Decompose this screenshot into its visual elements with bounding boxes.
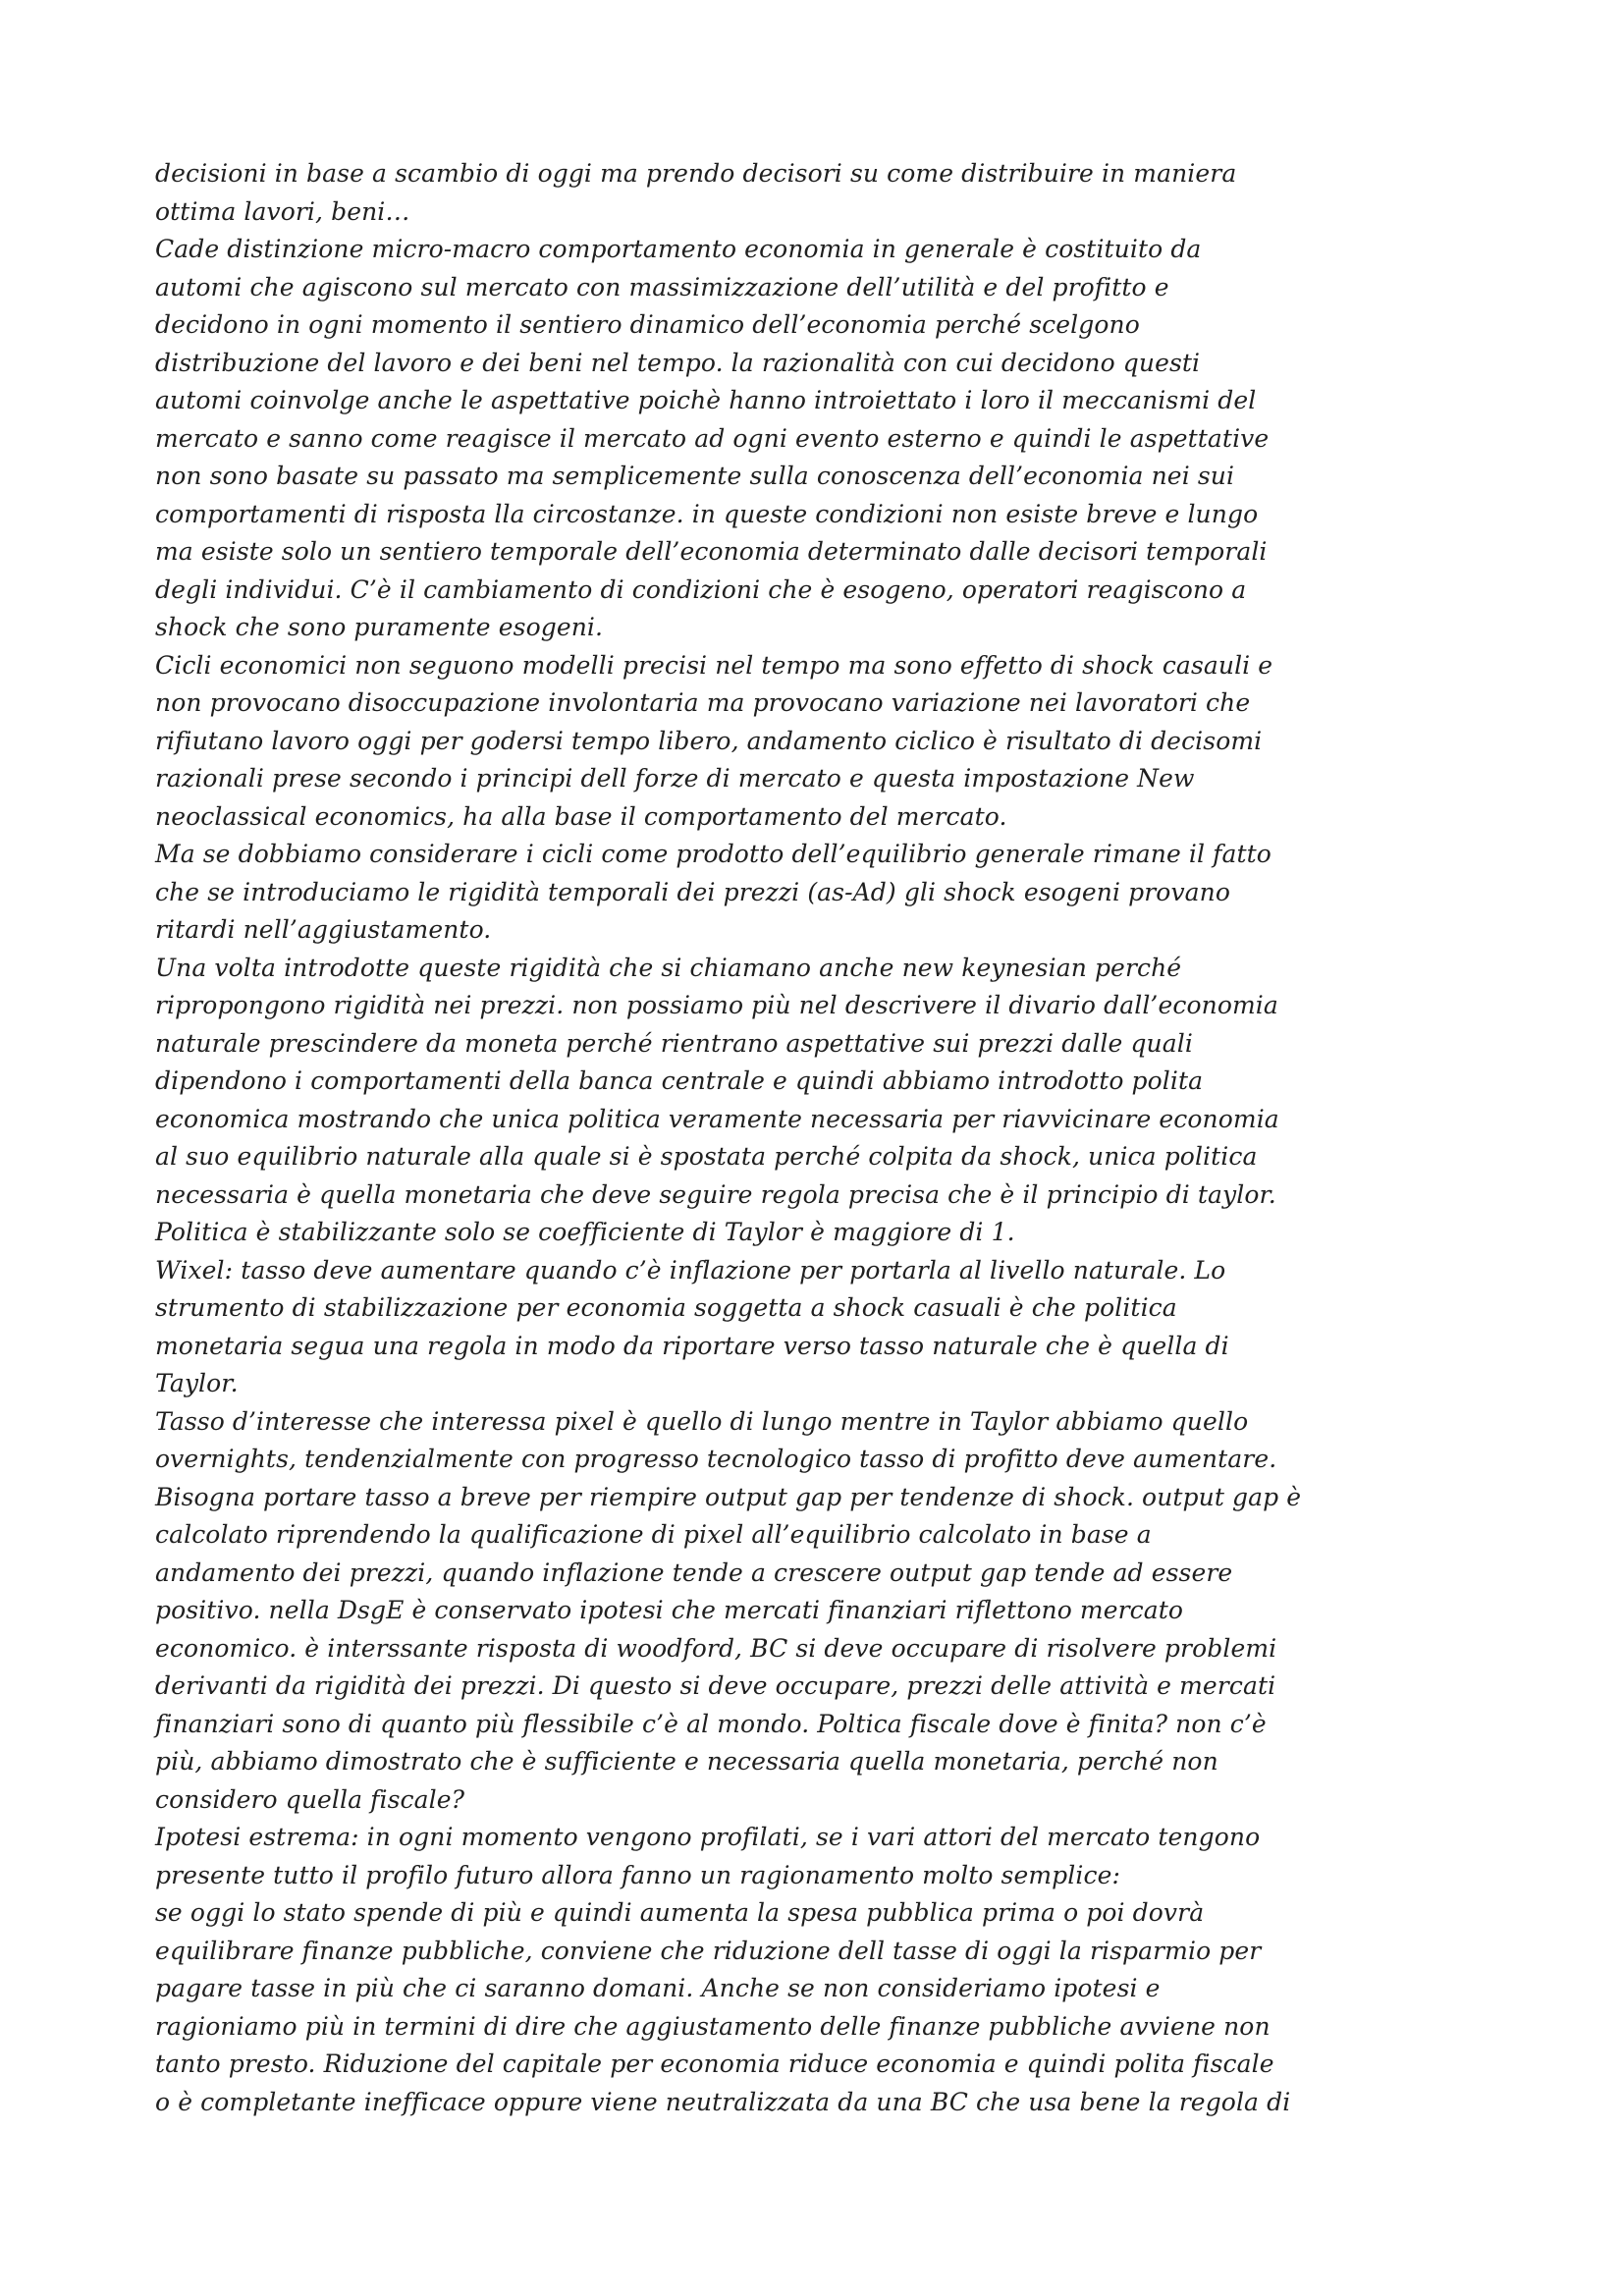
text-line: pagare tasse in più che ci saranno domani. Anche se non consideriamo ipotesi e xyxy=(155,1974,1161,2002)
text-line: economico. è interssante risposta di woodford, BC si deve occupare di risolvere problemi xyxy=(155,1633,1277,1663)
text-line: o è completante inefficace oppure viene neutralizzata da una BC che usa bene la regola di xyxy=(155,2087,1291,2116)
text-line: decidono in ogni momento il sentiero dinamico dell’economia perché scelgono xyxy=(155,310,1140,339)
text-line: monetaria segua una regola in modo da riportare verso tasso naturale che è quella di xyxy=(155,1331,1229,1360)
text-line: ottima lavori, beni… xyxy=(155,196,410,226)
text-line: al suo equilibrio naturale alla quale si è spostata perché colpita da shock, unica politica xyxy=(155,1142,1258,1171)
text-line: rifiutano lavoro oggi per godersi tempo libero, andamento ciclico è risultato di decisomi xyxy=(155,726,1263,755)
text-line: Politica è stabilizzante solo se coefficiente di Taylor è maggiore di 1. xyxy=(155,1218,1015,1246)
text-line: equilibrare finanze pubbliche, conviene che riduzione dell tasse di oggi la risparmio per xyxy=(155,1936,1262,1965)
text-line: calcolato riprendendo la qualificazione di pixel all’equilibrio calcolato in base a xyxy=(155,1520,1152,1549)
text-line: comportamenti di risposta lla circostanze. in queste condizioni non esiste breve e lungo xyxy=(155,499,1259,528)
text-line: economica mostrando che unica politica veramente necessaria per riavvicinare economia xyxy=(155,1104,1279,1133)
text-line: decisioni in base a scambio di oggi ma prendo decisori su come distribuire in maniera xyxy=(155,159,1237,188)
text-line: automi coinvolge anche le aspettative poichè hanno introiettato i loro il meccanismi del xyxy=(155,386,1257,414)
text-line: dipendono i comportamenti della banca centrale e quindi abbiamo introdotto polita xyxy=(155,1066,1204,1095)
text-line: più, abbiamo dimostrato che è sufficiente e necessaria quella monetaria, perché non xyxy=(155,1747,1218,1776)
text-line: overnights, tendenzialmente con progresso tecnologico tasso di profitto deve aumentare. xyxy=(155,1445,1277,1473)
text-line: derivanti da rigidità dei prezzi. Di questo si deve occupare, prezzi delle attività e mercati xyxy=(155,1671,1276,1700)
handwritten-notes-body xyxy=(155,155,1500,2121)
text-line: naturale prescindere da moneta perché rientrano aspettative sui prezzi dalle quali xyxy=(155,1028,1193,1058)
text-line: Ipotesi estrema: in ogni momento vengono profilati, se i vari attori del mercato tengono xyxy=(155,1823,1261,1851)
text-line: shock che sono puramente esogeni. xyxy=(155,613,604,641)
text-line: finanziari sono di quanto più flessibile c’è al mondo. Poltica fiscale dove è finita? non c’è xyxy=(155,1709,1267,1738)
text-line: Taylor. xyxy=(155,1369,239,1397)
text-line: distribuzione del lavoro e dei beni nel tempo. la razionalità con cui decidono questi xyxy=(155,348,1201,377)
text-line: non provocano disoccupazione involontaria ma provocano variazione nei lavoratori che xyxy=(155,688,1251,717)
text-line: neoclassical economics, ha alla base il comportamento del mercato. xyxy=(155,801,1007,831)
text-line: mercato e sanno come reagisce il mercato ad ogni evento esterno e quindi le aspettative xyxy=(155,423,1270,453)
text-line: strumento di stabilizzazione per economia soggetta a shock casuali è che politica xyxy=(155,1293,1177,1322)
text-line: Ma se dobbiamo considerare i cicli come prodotto dell’equilibrio generale rimane il fatto xyxy=(155,840,1271,868)
text-line: razionali prese secondo i principi dell forze di mercato e questa impostazione New xyxy=(155,764,1195,793)
text-line: ripropongono rigidità nei prezzi. non possiamo più nel descrivere il divario dall’economia xyxy=(155,991,1278,1019)
text-line: Cicli economici non seguono modelli precisi nel tempo ma sono effetto di shock casauli e xyxy=(155,650,1273,680)
text-line: Cade distinzione micro-macro comportamento economia in generale è costituito da xyxy=(155,235,1202,263)
text-line: Una volta introdotte queste rigidità che si chiamano anche new keynesian perché xyxy=(155,953,1182,982)
text-line: che se introduciamo le rigidità temporali dei prezzi (as-Ad) gli shock esogeni provano xyxy=(155,877,1231,906)
text-line: Bisogna portare tasso a breve per riempire output gap per tendenze di shock. output gap è xyxy=(155,1482,1302,1511)
text-line: ma esiste solo un sentiero temporale dell’economia determinato dalle decisori temporali xyxy=(155,537,1268,566)
text-line: non sono basate su passato ma semplicemente sulla conoscenza dell’economia nei sui xyxy=(155,462,1235,490)
text-line: Wixel: tasso deve aumentare quando c’è inflazione per portarla al livello naturale. Lo xyxy=(155,1255,1226,1285)
text-line: ritardi nell’aggiustamento. xyxy=(155,915,492,944)
text-line: ragioniamo più in termini di dire che aggiustamento delle finanze pubbliche avviene non xyxy=(155,2011,1271,2041)
text-line: degli individui. C’è il cambiamento di condizioni che è esogeno, operatori reagiscono a xyxy=(155,574,1247,604)
text-line: necessaria è quella monetaria che deve seguire regola precisa che è il principio di taylor. xyxy=(155,1179,1276,1209)
text-line: tanto presto. Riduzione del capitale per economia riduce economia e quindi polita fiscale xyxy=(155,2050,1274,2078)
text-line: se oggi lo stato spende di più e quindi aumenta la spesa pubblica prima o poi dovrà xyxy=(155,1898,1205,1927)
text-line: positivo. nella DsgE è conservato ipotesi che mercati finanziari riflettono mercato xyxy=(155,1596,1184,1624)
text-line: presente tutto il profilo futuro allora fanno un ragionamento molto semplice: xyxy=(155,1860,1120,1889)
text-line: considero quella fiscale? xyxy=(155,1784,465,1814)
text-line: automi che agiscono sul mercato con massimizzazione dell’utilità e del profitto e xyxy=(155,272,1169,301)
text-line: Tasso d’interesse che interessa pixel è quello di lungo mentre in Taylor abbiamo quello xyxy=(155,1406,1249,1436)
text-line: andamento dei prezzi, quando inflazione tende a crescere output gap tende ad essere xyxy=(155,1558,1233,1587)
